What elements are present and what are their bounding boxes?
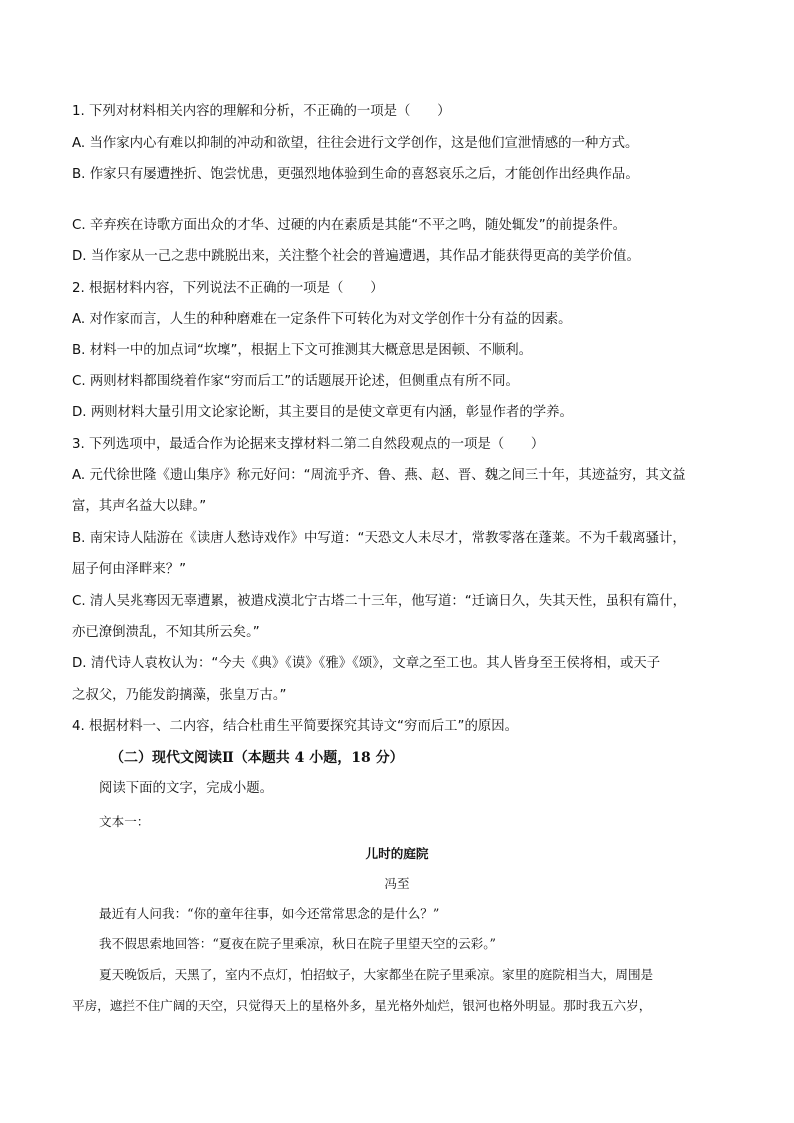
q2-option-a: A. 对作家而言，人生的种种磨难在一定条件下可转化为对文学创作十分有益的因素。	[72, 312, 572, 327]
paragraph-3-line-2: 平房，遮拦不住广阔的天空，只觉得天上的星格外多，星光格外灿烂，银河也格外明显。那时我五六岁，	[72, 998, 652, 1013]
q3-option-b-cont: 屈子何由泽畔来？”	[72, 562, 187, 577]
q3-option-d-cont: 之叔父，乃能发韵摛藻，张皇万古。”	[72, 688, 287, 703]
q1-option-a: A. 当作家内心有难以抑制的冲动和欲望，往往会进行文学创作，这是他们宣泄情感的一种方式。	[72, 136, 639, 151]
q3-option-c-cont: 亦已潦倒溃乱，不知其所云矣。”	[72, 625, 260, 640]
article-title: 儿时的庭院	[365, 846, 429, 861]
q3-option-a-cont: 富，其声名益大以肆。”	[72, 499, 207, 514]
paragraph-1: 最近有人问我：“你的童年往事，如今还常常思念的是什么？”	[99, 906, 440, 921]
paragraph-2: 我不假思索地回答：“夏夜在院子里乘凉，秋日在院子里望天空的云彩。”	[99, 936, 496, 951]
q1-stem: 1. 下列对材料相关内容的理解和分析，不正确的一项是（ ）	[72, 104, 451, 119]
q3-option-d: D. 清代诗人袁枚认为：“今夫《典》《谟》《雅》《颂》，文章之至工也。其人皆身至王侯将相，或天子	[72, 656, 661, 671]
q2-stem: 2. 根据材料内容，下列说法不正确的一项是（ ）	[72, 281, 384, 296]
paragraph-3-line-1: 夏天晚饭后，天黑了，室内不点灯，怕招蚊子，大家都坐在院子里乘凉。家里的庭院相当大，周围是	[99, 967, 654, 982]
q2-option-c: C. 两则材料都围绕着作家“穷而后工”的话题展开论述，但侧重点有所不同。	[72, 374, 519, 389]
q3-option-c: C. 清人吴兆骞因无辜遭累，被遣戍漠北宁古塔二十三年，他写道：“迁谪日久，失其天性，虽积有篇什，	[72, 594, 686, 609]
q1-option-b: B. 作家只有屡遭挫折、饱尝忧患，更强烈地体验到生命的喜怒哀乐之后，才能创作出经典作品。	[72, 167, 639, 182]
q4-stem: 4. 根据材料一、二内容，结合杜甫生平简要探究其诗文“穷而后工”的原因。	[72, 719, 519, 734]
q2-option-b: B. 材料一中的加点词“坎壈”，根据上下文可推测其大概意思是困顿、不顺利。	[72, 343, 533, 358]
q2-option-d: D. 两则材料大量引用文论家论断，其主要目的是使文章更有内涵，彰显作者的学养。	[72, 405, 573, 420]
q3-stem: 3. 下列选项中，最适合作为论据来支撑材料二第二自然段观点的一项是（ ）	[72, 437, 545, 452]
section-heading: （二）现代文阅读Ⅱ（本题共 4 小题，18 分）	[110, 750, 404, 766]
text-label: 文本一：	[99, 814, 150, 829]
instruction: 阅读下面的文字，完成小题。	[99, 781, 274, 796]
q1-option-c: C. 辛弃疾在诗歌方面出众的才华、过硬的内在素质是其能“不平之鸣，随处辄发”的前提条件。	[72, 218, 626, 233]
q3-option-a: A. 元代徐世隆《遗山集序》称元好问：“周流乎齐、鲁、燕、赵、晋、魏之间三十年，其迹益穷，其文益	[72, 468, 686, 483]
q1-option-d: D. 当作家从一己之悲中跳脱出来，关注整个社会的普遍遭遇，其作品才能获得更高的美学价值。	[72, 249, 640, 264]
article-author: 冯至	[384, 876, 410, 891]
q3-option-b: B. 南宋诗人陆游在《读唐人愁诗戏作》中写道：“天恐文人未尽才，常教零落在蓬莱。不为千载离骚计，	[72, 531, 686, 546]
